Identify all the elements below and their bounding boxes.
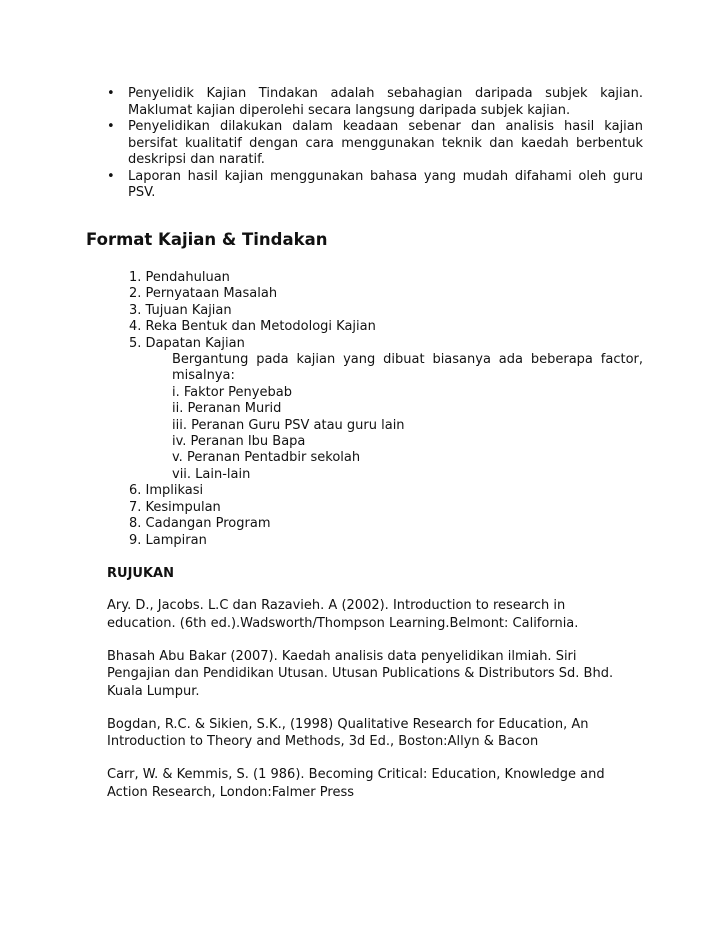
outline-item-cadangan-program: 8. Cadangan Program xyxy=(129,516,271,532)
bullet-text: Penyelidik Kajian Tindakan adalah sebahagian daripada subjek kajian. Maklumat kajian diperolehi secara langsung daripada subjek kajian. xyxy=(128,86,643,118)
reference-entry: Bhasah Abu Bakar (2007). Kaedah analisis data penyelidikan ilmiah. Siri Pengajian dan Pendidikan Utusan. Utusan Publications & Distributors Sd. Bhd. Kuala Lumpur. xyxy=(107,648,614,699)
factor-item: iv. Peranan Ibu Bapa xyxy=(172,434,306,450)
format-outline xyxy=(129,270,643,549)
factor-item: ii. Peranan Murid xyxy=(172,401,282,417)
references-title: RUJUKAN xyxy=(107,566,174,581)
outline-item-kesimpulan: 7. Kesimpulan xyxy=(129,499,221,515)
factor-item: iii. Peranan Guru PSV atau guru lain xyxy=(172,417,405,433)
reference-entry: Bogdan, R.C. & Sikien, S.K., (1998) Qualitative Research for Education, An Introduction to Theory and Methods, 3d Ed., Boston:Allyn & Bacon xyxy=(107,716,589,749)
factor-item: i. Faktor Penyebab xyxy=(172,384,292,400)
references-list xyxy=(107,597,637,817)
outline-item-reka-bentuk: 4. Reka Bentuk dan Metodologi Kajian xyxy=(129,319,376,335)
outline-item-lampiran: 9. Lampiran xyxy=(129,532,207,548)
outline-item-pernyataan-masalah: 2. Pernyataan Masalah xyxy=(129,286,278,302)
bullet-dot-icon: • xyxy=(107,168,115,184)
bullet-text: Laporan hasil kajian menggunakan bahasa yang mudah difahami oleh guru PSV. xyxy=(128,168,643,200)
bullet-item xyxy=(105,86,643,119)
bullet-text: Penyelidikan dilakukan dalam keadaan sebenar dan analisis hasil kajian bersifat kualitatif dengan cara menggunakan teknik dan kaedah berbentuk deskripsi dan naratif. xyxy=(128,119,643,167)
section-heading: Format Kajian & Tindakan xyxy=(86,230,328,249)
bullet-list xyxy=(105,86,643,202)
factor-item: vii. Lain-lain xyxy=(172,466,251,482)
factor-item: v. Peranan Pentadbir sekolah xyxy=(172,450,361,466)
bullet-item xyxy=(105,119,643,169)
bullet-item xyxy=(105,169,643,202)
outline-item-tujuan-kajian: 3. Tujuan Kajian xyxy=(129,302,232,318)
dapatan-description: Bergantung pada kajian yang dibuat biasanya ada beberapa factor, misalnya: xyxy=(172,352,643,384)
bullet-dot-icon: • xyxy=(107,119,115,134)
outline-item-pendahuluan: 1. Pendahuluan xyxy=(129,270,230,285)
bullet-dot-icon: • xyxy=(107,86,115,101)
outline-item-implikasi: 6. Implikasi xyxy=(129,483,204,499)
reference-entry: Ary. D., Jacobs. L.C dan Razavieh. A (2002). Introduction to research in education. (6th ed.).Wadsworth/Thompson Learning.Belmont: California. xyxy=(107,598,579,631)
reference-entry: Carr, W. & Kemmis, S. (1 986). Becoming Critical: Education, Knowledge and Action Research, London:Falmer Press xyxy=(107,767,605,800)
outline-item-dapatan-kajian: 5. Dapatan Kajian xyxy=(129,335,245,351)
